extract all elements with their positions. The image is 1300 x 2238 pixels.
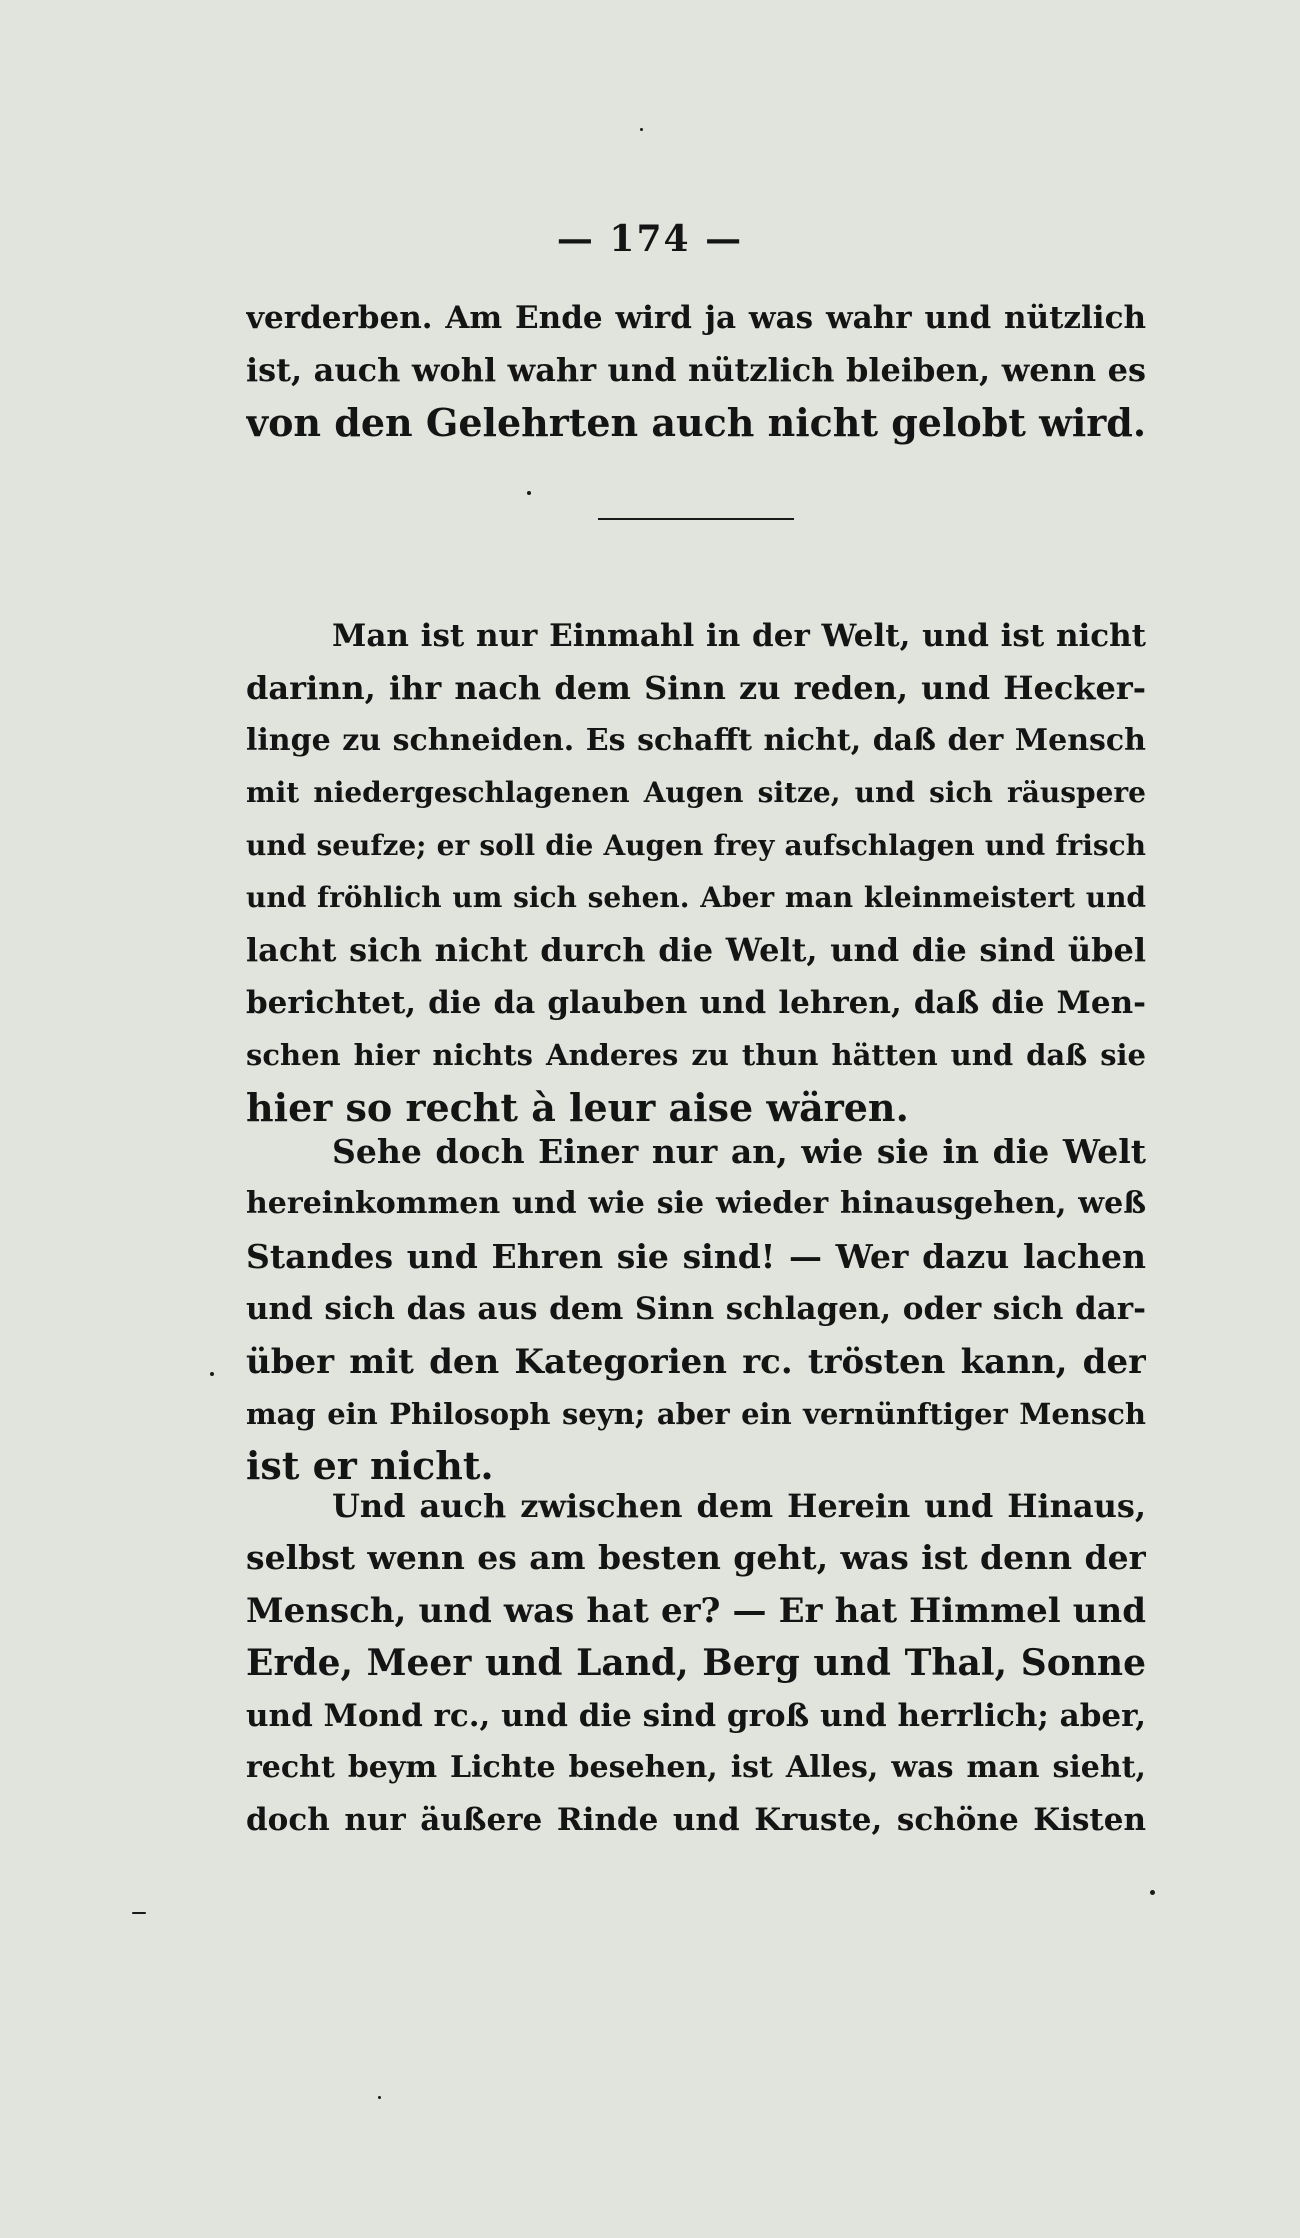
text-line: Erde, Meer und Land, Berg und Thal, Sonne bbox=[246, 1642, 1146, 1685]
text-line: darinn, ihr nach dem Sinn zu reden, und Hecker- bbox=[246, 669, 1146, 708]
text-line: lacht sich nicht durch die Welt, und die sind übel bbox=[246, 931, 1146, 970]
text-line: Standes und Ehren sie sind! — Wer dazu lachen bbox=[246, 1236, 1146, 1276]
text-line: recht beym Lichte besehen, ist Alles, was man sieht, bbox=[246, 1749, 1146, 1785]
text-line: schen hier nichts Anderes zu thun hätten und daß sie bbox=[246, 1038, 1146, 1073]
text-line: mit niedergeschlagenen Augen sitze, und sich räuspere bbox=[246, 776, 1146, 810]
text-line: ist, auch wohl wahr und nützlich bleiben, wenn es bbox=[246, 351, 1146, 390]
text-line: und fröhlich um sich sehen. Aber man kleinmeistert und bbox=[246, 880, 1146, 914]
text-line: hereinkommen und wie sie wieder hinausgehen, weß bbox=[246, 1186, 1146, 1222]
text-line: mag ein Philosoph seyn; aber ein vernünftiger Mensch bbox=[246, 1396, 1146, 1431]
paragraph-sehe-doch-einer bbox=[246, 1126, 1146, 1493]
paper-speck bbox=[527, 491, 531, 495]
text-line: selbst wenn es am besten geht, was ist denn der bbox=[246, 1538, 1146, 1578]
text-line: und Mond rc., und die sind groß und herrlich; aber, bbox=[246, 1697, 1146, 1734]
text-line: Mensch, und was hat er? — Er hat Himmel und bbox=[246, 1590, 1146, 1631]
text-line: ist er nicht. bbox=[246, 1443, 494, 1489]
text-line: doch nur äußere Rinde und Kruste, schöne Kisten bbox=[246, 1802, 1146, 1839]
text-line: Und auch zwischen dem Herein und Hinaus, bbox=[332, 1487, 1146, 1525]
section-divider bbox=[598, 518, 794, 520]
text-line: und sich das aus dem Sinn schlagen, oder sich dar- bbox=[246, 1291, 1146, 1328]
paper-speck bbox=[210, 1372, 214, 1376]
paper-speck bbox=[378, 2096, 381, 2099]
text-line: hier so recht à leur aise wären. bbox=[246, 1084, 909, 1130]
paragraph-und-auch-zwischen bbox=[246, 1480, 1146, 1847]
text-line: berichtet, die da glauben und lehren, daß die Men- bbox=[246, 984, 1146, 1021]
text-line: Man ist nur Einmahl in der Welt, und ist nicht bbox=[332, 618, 1146, 654]
paper-speck bbox=[640, 128, 643, 131]
paper-speck bbox=[132, 1912, 146, 1914]
text-line: von den Gelehrten auch nicht gelobt wird. bbox=[246, 399, 1146, 445]
text-line: verderben. Am Ende wird ja was wahr und nützlich bbox=[246, 300, 1146, 336]
text-line: linge zu schneiden. Es schafft nicht, daß der Mensch bbox=[246, 722, 1146, 758]
text-line: über mit den Kategorien rc. trösten kann, der bbox=[246, 1341, 1146, 1382]
paragraph-man-ist-nur-einmahl bbox=[246, 610, 1146, 1134]
paragraph-carryover bbox=[246, 292, 1146, 449]
paper-speck bbox=[1150, 1890, 1155, 1895]
text-line: und seufze; er soll die Augen frey aufschlagen und frisch bbox=[246, 828, 1146, 862]
page-number: — 174 — bbox=[556, 218, 744, 260]
text-line: Sehe doch Einer nur an, wie sie in die Welt bbox=[332, 1132, 1146, 1171]
